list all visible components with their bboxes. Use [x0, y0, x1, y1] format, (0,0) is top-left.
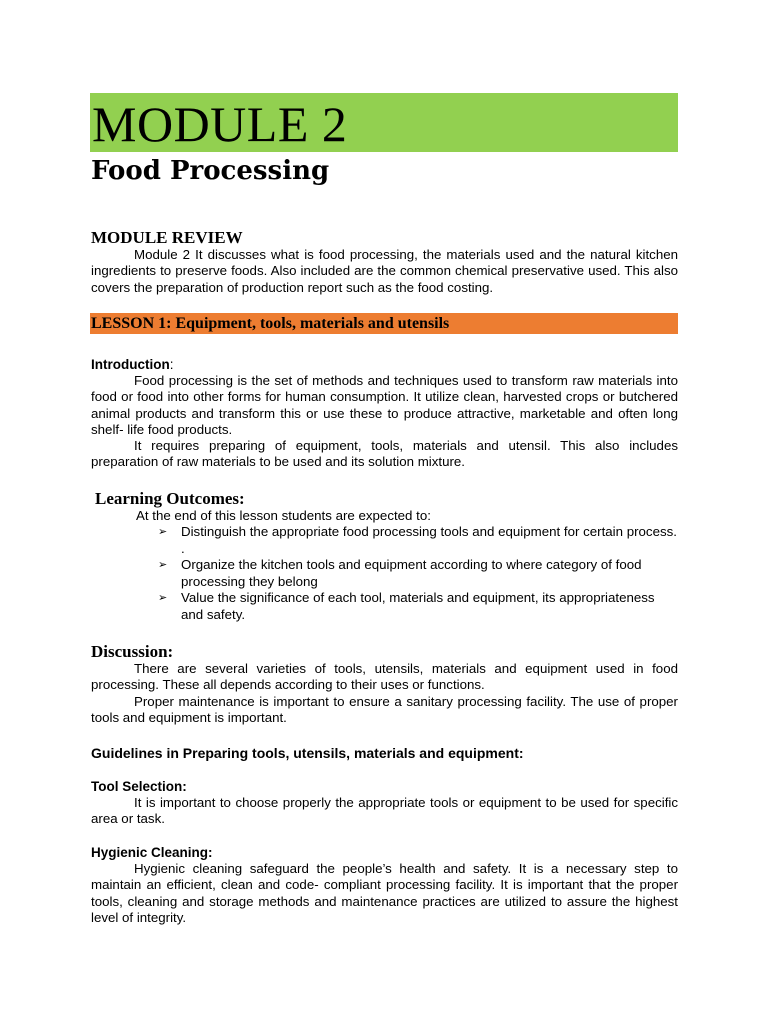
lesson-title: LESSON 1: Equipment, tools, materials and utensils: [91, 315, 450, 332]
module-review-text: Module 2 It discusses what is food processing, the materials used and the natural kitchen ingredients to preserve foods. Also included are the common chemical preservative used. This also covers the preparation of production report such as the food costing.: [91, 247, 678, 295]
tool-selection-text: It is important to choose properly the appropriate tools or equipment to be used for specific area or task.: [91, 795, 678, 827]
arrow-bullet-icon: ➢: [158, 592, 168, 605]
arrow-bullet-icon: ➢: [158, 559, 168, 572]
discussion-section: [91, 643, 678, 726]
guidelines-heading: Guidelines in Preparing tools, utensils, materials and equipment:: [91, 745, 524, 761]
list-item: [91, 590, 678, 623]
hygienic-cleaning-heading: Hygienic Cleaning:: [91, 845, 213, 860]
list-item: [91, 524, 678, 557]
discussion-paragraph-2: Proper maintenance is important to ensure a sanitary processing facility. The use of proper tools and equipment is important.: [91, 693, 678, 725]
outcome-text: Organize the kitchen tools and equipment according to where category of food processing they belong: [181, 557, 642, 589]
introduction-paragraph-2: It requires preparing of equipment, tools, materials and utensil. This also includes preparation of raw materials to be used and its solution mixture.: [91, 438, 678, 470]
module-review-section: [91, 229, 678, 296]
learning-outcomes-heading: Learning Outcomes:: [95, 489, 245, 508]
learning-outcomes-section: [91, 490, 678, 624]
discussion-heading: Discussion:: [91, 642, 174, 661]
introduction-section: [91, 357, 678, 471]
learning-outcomes-list: [91, 524, 678, 623]
outcome-text: Value the significance of each tool, materials and equipment, its appropriateness and safety.: [181, 590, 655, 622]
hygienic-cleaning-section: [91, 845, 678, 926]
module-subtitle: Food Processing: [91, 156, 330, 186]
arrow-bullet-icon: ➢: [158, 526, 168, 539]
discussion-paragraph-1: There are several varieties of tools, utensils, materials and equipment used in food processing. These all depends according to their uses or functions.: [91, 661, 678, 693]
module-title: MODULE 2: [92, 96, 348, 152]
module-banner: [90, 93, 678, 152]
hygienic-cleaning-text: Hygienic cleaning safeguard the people’s health and safety. It is a necessary step to maintain an efficient, clean and code- compliant processing facility. It is important that the proper tools, cleaning and storage methods and maintenance practices are utilized to assure the highest level of integrity.: [91, 861, 678, 925]
guidelines-section: [91, 745, 678, 761]
module-review-heading: MODULE REVIEW: [91, 228, 243, 247]
introduction-heading: Introduction: [91, 357, 170, 372]
introduction-colon: :: [169, 357, 174, 372]
outcome-text: Distinguish the appropriate food processing tools and equipment for certain process. .: [181, 524, 677, 556]
lesson-bar: [90, 313, 678, 334]
list-item: [91, 557, 678, 590]
tool-selection-section: [91, 779, 678, 828]
tool-selection-heading: Tool Selection:: [91, 779, 187, 794]
introduction-heading-line: [91, 357, 678, 373]
introduction-paragraph-1: Food processing is the set of methods and techniques used to transform raw materials into food or food into other forms for human consumption. It utilize clean, harvested crops or butchered animal products and transform this or use these to produce attractive, marketable and often long shelf- life food products.: [91, 373, 678, 437]
learning-outcomes-lead: At the end of this lesson students are expected to:: [136, 508, 431, 523]
